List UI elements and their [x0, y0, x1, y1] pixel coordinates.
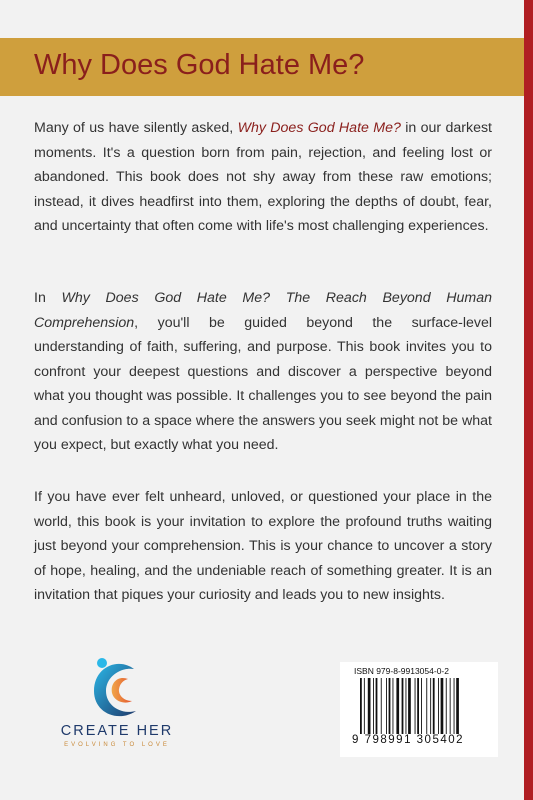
swirl-c-logo-icon	[88, 655, 148, 723]
blurb-paragraph-2	[34, 286, 492, 458]
spine-edge-strip	[524, 0, 533, 800]
barcode-digits: 9 798991 305402	[352, 734, 465, 746]
publisher-name: CREATE HER	[60, 723, 174, 739]
barcode-bars	[360, 678, 488, 734]
blurb-paragraph-3: If you have ever felt unheard, unloved, or questioned your place in the world, this book is your invitation to explore the profound truths waiting just beyond your comprehension. This is your chance to uncover a story of hope, healing, and the undeniable reach of something greater. It is an invitation that piques your curiosity and leads you to new insights.	[34, 489, 492, 603]
cover-title: Why Does God Hate Me?	[34, 49, 365, 81]
blurb-2-rest: , you'll be guided beyond the surface-level understanding of faith, suffering, and purpose. This book invites you to confront your deepest questions and discover a perspective beyond what you thought was possible. It challenges you to see beyond the pain and confusion to a space where the answers you seek might not be what you expect, but exactly what you need.	[34, 314, 492, 453]
blurb-1-rest: in our darkest moments. It's a question born from pain, rejection, and feeling lost or abandoned. This book does not shy away from these raw emotions; instead, it dives headfirst into them, exploring the depths of doubt, fear, and uncertainty that often come with life's most challenging experiences.	[34, 120, 492, 234]
blurb-paragraph-1	[34, 116, 492, 239]
isbn-label: ISBN 979-8-9913054-0-2	[354, 666, 449, 676]
blurb-2-lead: In	[34, 290, 62, 306]
blurb-1-title-ref: Why Does God Hate Me?	[237, 120, 401, 136]
blurb-2-title-ref: Why Does God Hate Me? The Reach Beyond Human Comprehension	[34, 290, 492, 331]
blurb-1-lead: Many of us have silently asked,	[34, 120, 238, 136]
publisher-tagline: EVOLVING TO LOVE	[64, 742, 170, 748]
